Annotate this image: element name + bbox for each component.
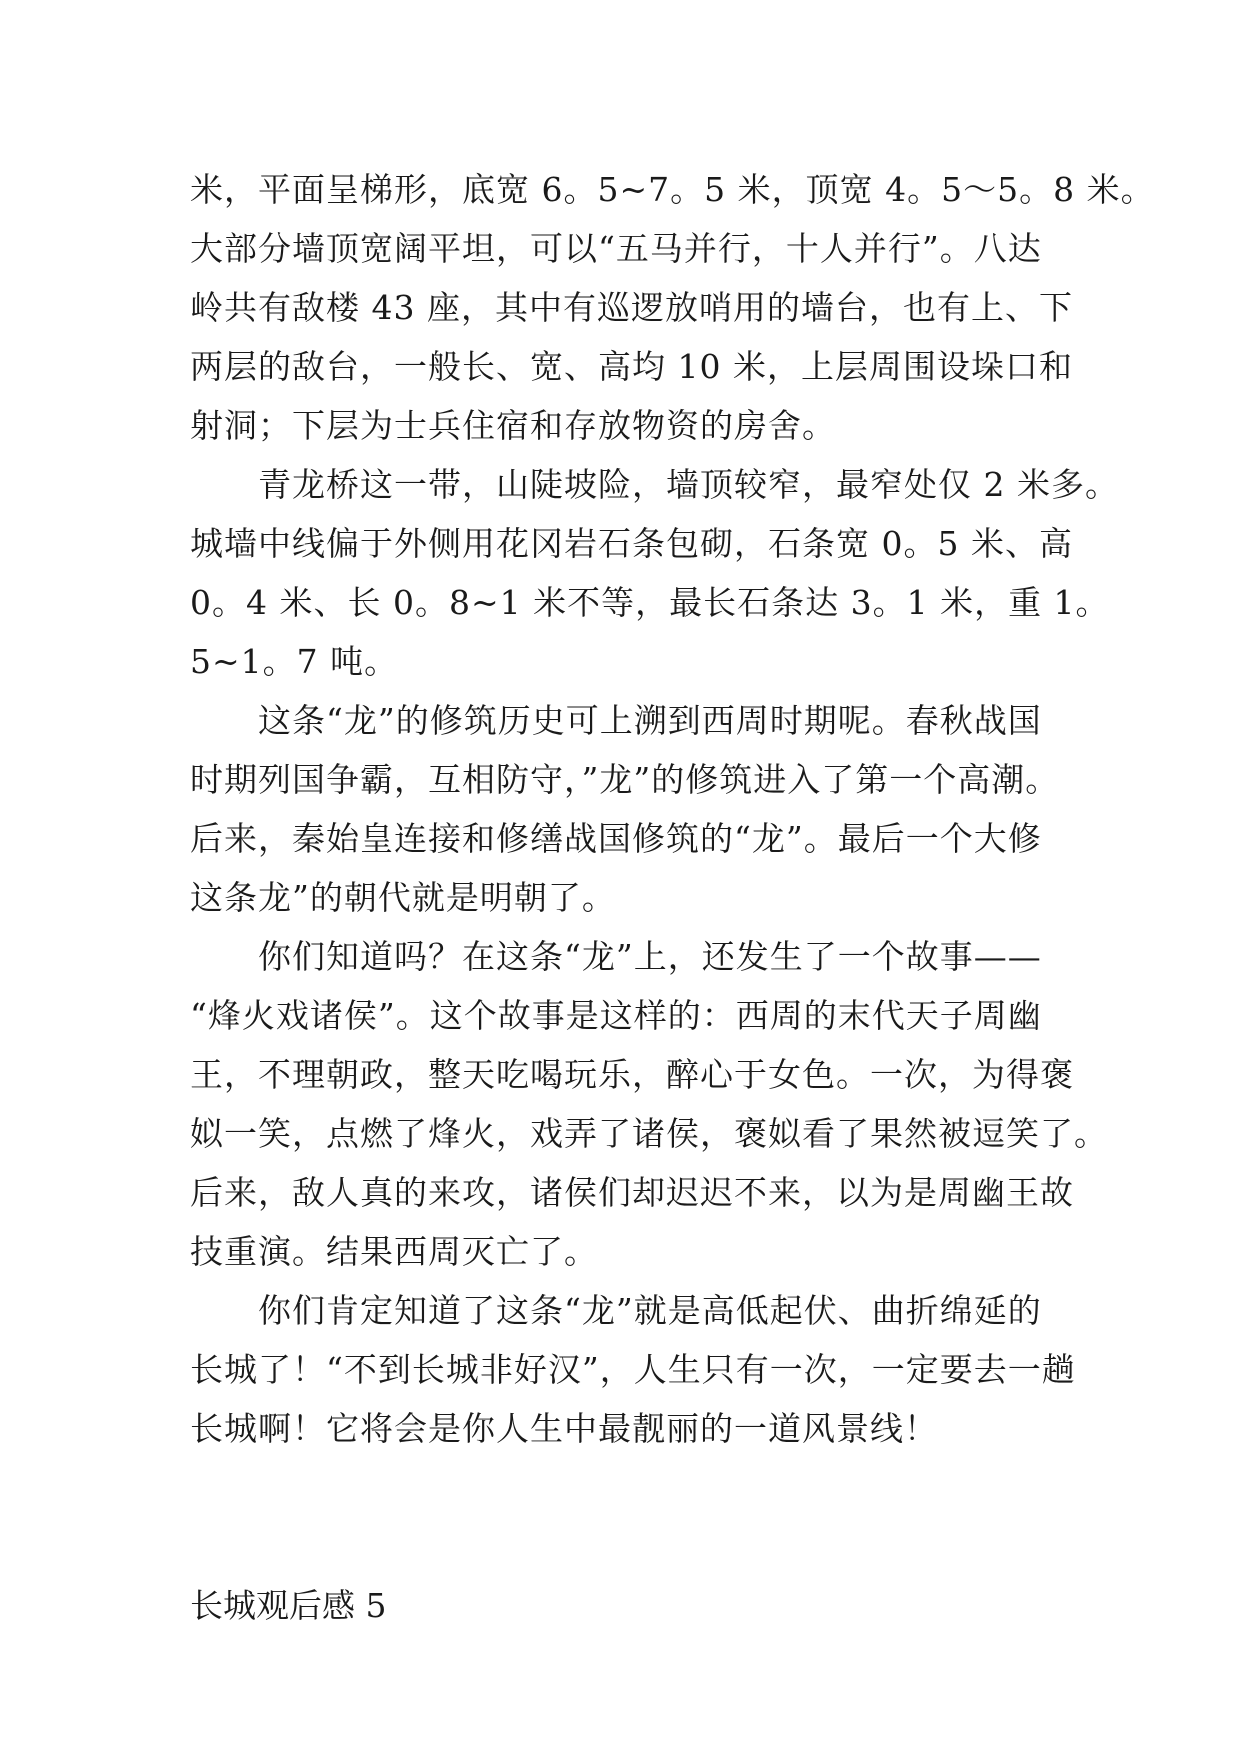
text-line: “烽火戏诸侯”。这个故事是这样的：西周的末代天子周幽: [190, 996, 1042, 1035]
paragraph-gap: [190, 1458, 1070, 1576]
text-line: 王，不理朝政，整天吃喝玩乐，醉心于女色。一次，为得褒: [190, 1055, 1074, 1094]
text-line: 时期列国争霸，互相防守，”龙”的修筑进入了第一个高潮。: [190, 760, 1060, 799]
text-line: 两层的敌台，一般长、宽、高均 10 米，上层周围设垛口和: [190, 347, 1073, 386]
text-line: 青龙桥这一带，山陡坡险，墙顶较窄，最窄处仅 2 米多。: [258, 465, 1119, 504]
text-line: 米，平面呈梯形，底宽 6。5~7。5 米，顶宽 4。5～5。8 米。: [190, 170, 1155, 209]
text-line: 你们肯定知道了这条“龙”就是高低起伏、曲折绵延的: [258, 1291, 1042, 1330]
text-line: 5~1。7 吨。: [190, 642, 399, 681]
text-line: 姒一笑，点燃了烽火，戏弄了诸侯，褒姒看了果然被逗笑了。: [190, 1114, 1108, 1153]
body-text: [190, 160, 1155, 1635]
text-line: 城墙中线偏于外侧用花冈岩石条包砌，石条宽 0。5 米、高: [190, 524, 1073, 563]
text-line: 后来，敌人真的来攻，诸侯们却迟迟不来，以为是周幽王故: [190, 1173, 1074, 1212]
text-line: 0。4 米、长 0。8~1 米不等，最长石条达 3。1 米，重 1。: [190, 583, 1110, 622]
text-line: 后来，秦始皇连接和修缮战国修筑的“龙”。最后一个大修: [190, 819, 1042, 858]
text-line: 岭共有敌楼 43 座，其中有巡逻放哨用的墙台，也有上、下: [190, 288, 1073, 327]
section-heading: 长城观后感 5: [190, 1586, 387, 1625]
text-line: 长城啊！它将会是你人生中最靓丽的一道风景线！: [190, 1409, 938, 1448]
text-line: 你们知道吗？在这条“龙”上，还发生了一个故事——: [258, 937, 1042, 976]
text-line: 大部分墙顶宽阔平坦，可以“五马并行，十人并行”。八达: [190, 229, 1042, 268]
text-line: 长城了！“不到长城非好汉”，人生只有一次，一定要去一趟: [190, 1350, 1076, 1389]
text-line: 射洞；下层为士兵住宿和存放物资的房舍。: [190, 406, 836, 445]
text-line: 这条“龙”的修筑历史可上溯到西周时期呢。春秋战国: [258, 701, 1042, 740]
text-line: 这条龙”的朝代就是明朝了。: [190, 878, 616, 917]
text-line: 技重演。结果西周灭亡了。: [190, 1232, 598, 1271]
